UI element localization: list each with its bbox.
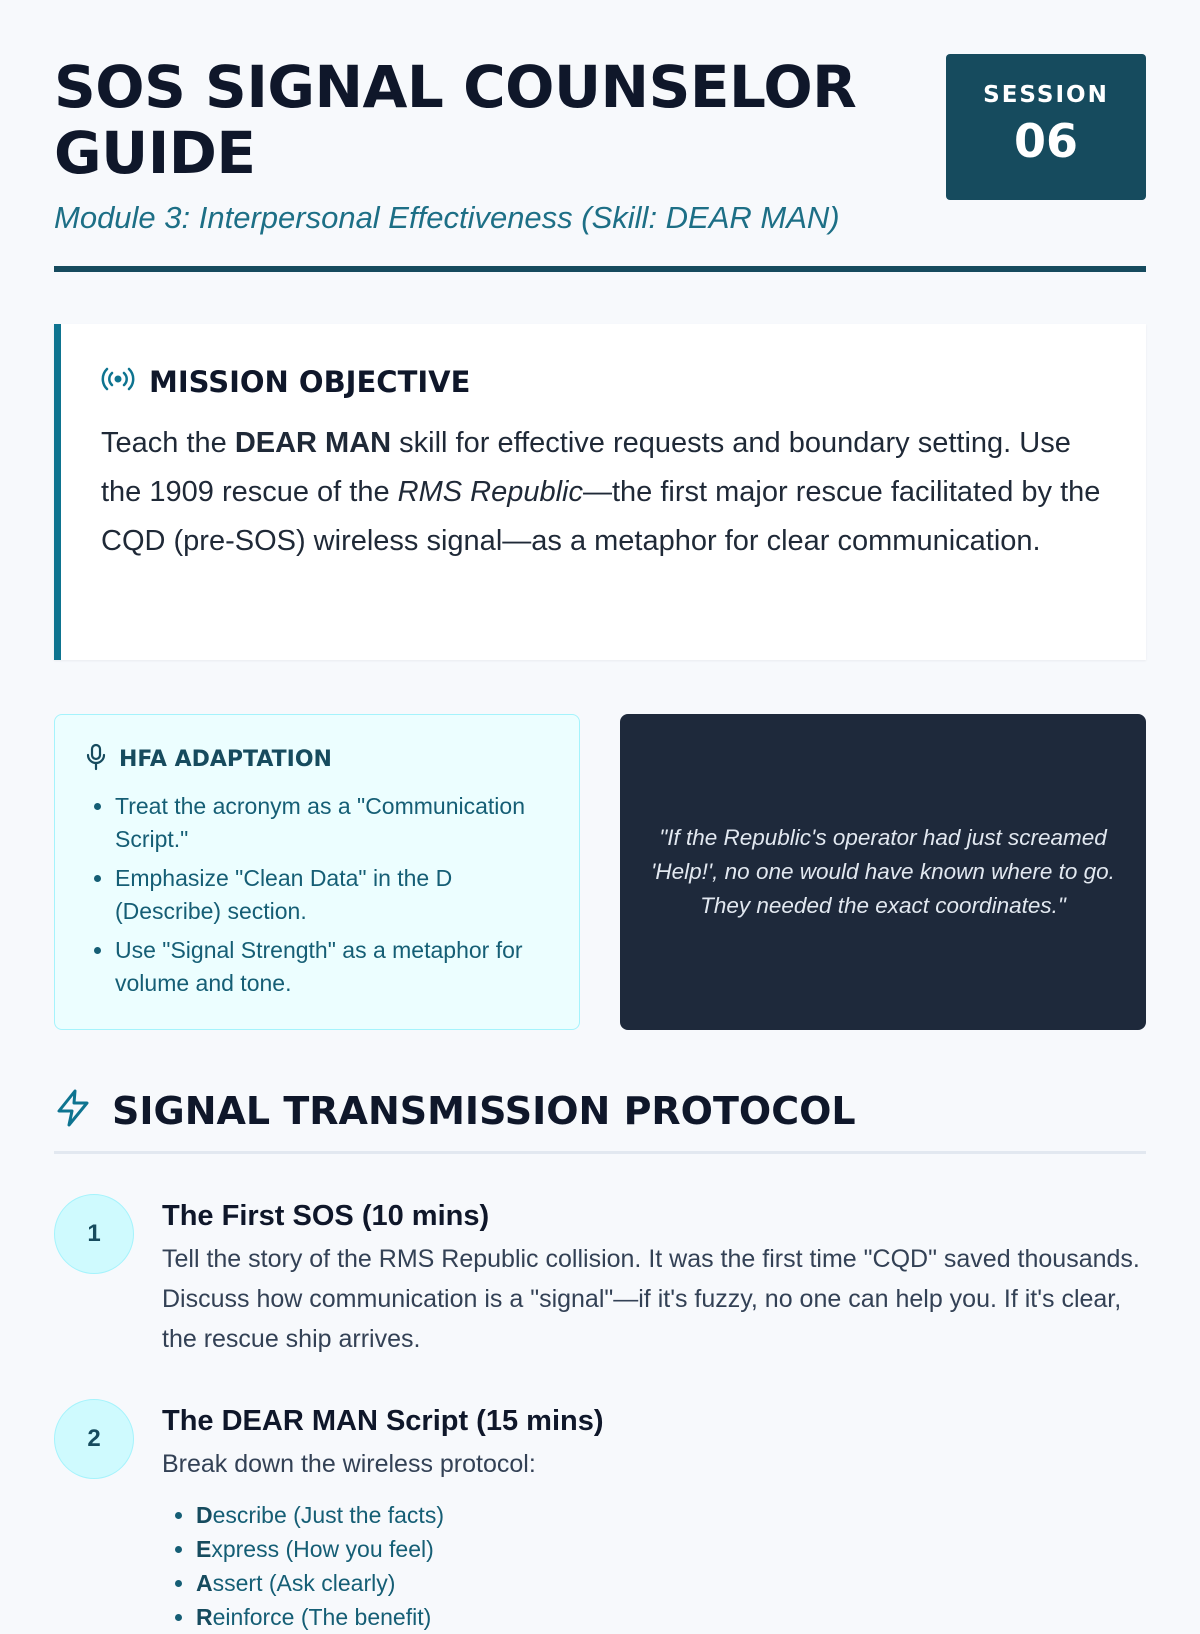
mission-text-part: —the first major rescue facilitated by the CQD (pre-SOS) wireless signal—as a metaphor for clear communication.: [101, 476, 1101, 557]
hfa-header: [85, 743, 549, 776]
protocol-divider: [54, 1151, 1146, 1154]
acronym-text: escribe (Just the facts): [212, 1502, 444, 1528]
radio-signal-icon: [101, 364, 135, 399]
list-item: • Treat the acronym as a "Communication Script.": [115, 790, 549, 856]
session-label: SESSION: [983, 82, 1109, 108]
acronym-text: xpress (How you feel): [211, 1536, 434, 1562]
protocol-header: [54, 1088, 1146, 1133]
mission-text-part: skill for effective requests and boundary setting. Use the 1909 rescue of the: [101, 427, 1071, 508]
list-item: [196, 1498, 604, 1532]
page-subtitle: Module 3: Interpersonal Effectiveness (Skill: DEAR MAN): [54, 200, 840, 235]
step-body: [162, 1399, 604, 1634]
mission-text-italic: RMS Republic: [397, 476, 583, 508]
info-row: [54, 714, 1146, 1030]
title-line-2: GUIDE: [54, 119, 256, 187]
step-text: Break down the wireless protocol:: [162, 1450, 536, 1478]
lightning-icon: [54, 1088, 92, 1133]
title-block: [54, 54, 914, 236]
page-title: [54, 54, 914, 186]
list-item: [196, 1532, 604, 1566]
quote-text: "If the Republic's operator had just screamed 'Help!', no one would have known where to go. They needed the exact coordinates.": [651, 825, 1115, 918]
session-number: 06: [1013, 114, 1078, 168]
hfa-list: [85, 790, 549, 1000]
protocol-step: [54, 1194, 1146, 1359]
step-number: 2: [54, 1399, 134, 1479]
header: [54, 54, 1146, 236]
mission-header: [101, 364, 1106, 399]
title-line-1: SOS SIGNAL COUNSELOR: [54, 53, 857, 121]
dear-man-list: [162, 1498, 604, 1634]
microphone-icon: [85, 743, 107, 776]
hfa-adaptation-card: [54, 714, 580, 1030]
list-item: [196, 1600, 604, 1634]
acronym-text: ssert (Ask clearly): [212, 1570, 396, 1596]
quote-card: [620, 714, 1146, 1030]
mission-text: [101, 419, 1106, 566]
mission-text-part: Teach the: [101, 427, 235, 459]
step-title: The DEAR MAN Script (15 mins): [162, 1405, 604, 1437]
header-divider: [54, 266, 1146, 272]
acronym-letter: D: [196, 1502, 213, 1528]
acronym-letter: R: [196, 1604, 213, 1630]
step-number: 1: [54, 1194, 134, 1274]
step-text: Tell the story of the RMS Republic collision. It was the first time "CQD" saved thousands. Discuss how communication is a "signal"—if it's fuzzy, no one can help you. If it's clear, the rescue ship arrives.: [162, 1245, 1140, 1353]
mission-text-bold: DEAR MAN: [234, 427, 392, 459]
mission-title: MISSION OBJECTIVE: [149, 364, 471, 399]
acronym-letter: A: [196, 1570, 213, 1596]
acronym-text: einforce (The benefit): [212, 1604, 432, 1630]
step-body: [162, 1194, 1146, 1359]
list-item: • Emphasize "Clean Data" in the D (Describe) section.: [115, 862, 549, 928]
acronym-letter: E: [196, 1536, 212, 1562]
protocol-step: [54, 1399, 1146, 1634]
list-item: [196, 1566, 604, 1600]
mission-objective-card: [54, 324, 1146, 660]
list-item: • Use "Signal Strength" as a metaphor for volume and tone.: [115, 934, 549, 1000]
session-badge: [946, 54, 1146, 200]
protocol-title: SIGNAL TRANSMISSION PROTOCOL: [112, 1088, 856, 1133]
hfa-title: HFA ADAPTATION: [119, 747, 332, 772]
step-title: The First SOS (10 mins): [162, 1200, 490, 1232]
